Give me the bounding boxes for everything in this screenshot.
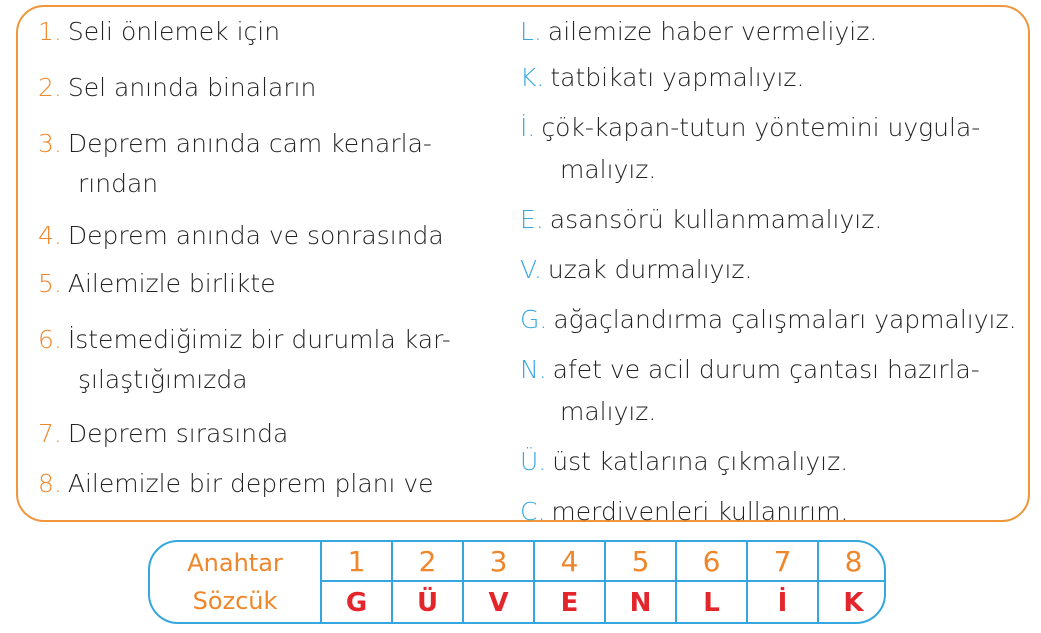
item-letter: G. [520,305,548,334]
item-text: afet ve acil durum çantası hazırla- [552,355,980,384]
item-text: Deprem anında cam kenarla- [67,129,432,158]
right-item-V [520,248,752,291]
item-text: Deprem anında ve sonrasında [67,221,444,250]
key-number: 3 [464,542,533,582]
key-grid [320,542,886,622]
item-text: Sel anında binaların [67,73,317,102]
item-number: 3. [38,129,62,158]
key-column-8 [817,542,886,622]
item-text: Ailemizle bir deprem planı ve [67,469,434,498]
key-letter: G [345,588,368,618]
key-number: 7 [748,542,817,582]
key-number: 8 [819,542,886,582]
item-letter: Ü. [520,447,547,476]
key-column-7 [746,542,817,622]
item-number: 5. [38,269,62,298]
right-item-N [520,348,980,391]
item-text: çök-kapan-tutun yöntemini uygula- [541,113,981,142]
key-letter: V [488,588,509,618]
key-letter: Ü [416,588,439,618]
item-text: ağaçlandırma çalışmaları yapmalıyız. [553,305,1017,334]
item-letter: K. [520,63,545,92]
key-number: 2 [393,542,462,582]
item-letter: İ. [520,113,536,142]
item-letter: V. [520,255,542,284]
key-label-line-1: Anahtar [187,549,283,577]
key-letter: N [629,588,652,618]
right-item-I-continuation: malıyız. [560,155,657,184]
item-number: 4. [38,221,62,250]
key-number: 1 [322,542,391,582]
item-number: 2. [38,73,62,102]
left-item-1 [38,10,280,53]
left-item-6 [38,318,451,361]
left-item-8 [38,462,434,505]
right-item-I [520,106,980,149]
key-word-label [150,542,320,624]
key-column-6 [675,542,746,622]
item-letter: C. [520,497,546,526]
key-column-5 [604,542,675,622]
key-column-3 [462,542,533,622]
key-word-table [148,540,886,624]
right-item-N-continuation: malıyız. [560,397,657,426]
key-label-line-2: Sözcük [192,587,278,615]
right-item-G [520,298,1017,341]
left-item-4 [38,214,444,257]
key-number: 5 [606,542,675,582]
key-letter: L [703,588,720,618]
item-text: Ailemizle birlikte [67,269,276,298]
item-number: 8. [38,469,62,498]
item-text: Deprem sırasında [67,419,289,448]
item-text: ailemize haber vermeliyiz. [547,17,878,46]
item-text: asansörü kullanmamalıyız. [549,205,883,234]
right-item-L [520,10,877,53]
key-number: 6 [677,542,746,582]
item-number: 6. [38,325,62,354]
left-item-7 [38,412,288,455]
item-letter: N. [520,355,547,384]
key-column-1 [320,542,391,622]
item-text: üst katlarına çıkmalıyız. [552,447,849,476]
item-number: 7. [38,419,62,448]
right-item-E [520,198,882,241]
key-letter: E [560,588,579,618]
item-text: tatbikatı yapmalıyız. [550,63,805,92]
left-item-5 [38,262,276,305]
right-item-K [520,56,805,99]
key-number: 4 [535,542,604,582]
item-text: İstemediğimiz bir durumla kar- [67,325,451,354]
right-item-C [520,490,848,533]
right-item-U [520,440,848,483]
item-letter: E. [520,205,544,234]
item-text: uzak durmalıyız. [547,255,753,284]
key-letter: K [843,588,864,618]
item-number: 1. [38,17,62,46]
left-item-6-continuation: şılaştığımızda [78,365,248,394]
key-column-4 [533,542,604,622]
left-item-3 [38,122,432,165]
key-column-2 [391,542,462,622]
key-letter: İ [777,588,788,618]
item-letter: L. [520,17,542,46]
item-text: merdivenleri kullanırım. [551,497,849,526]
left-item-2 [38,66,316,109]
item-text: Seli önlemek için [67,17,281,46]
left-item-3-continuation: rından [78,169,159,198]
